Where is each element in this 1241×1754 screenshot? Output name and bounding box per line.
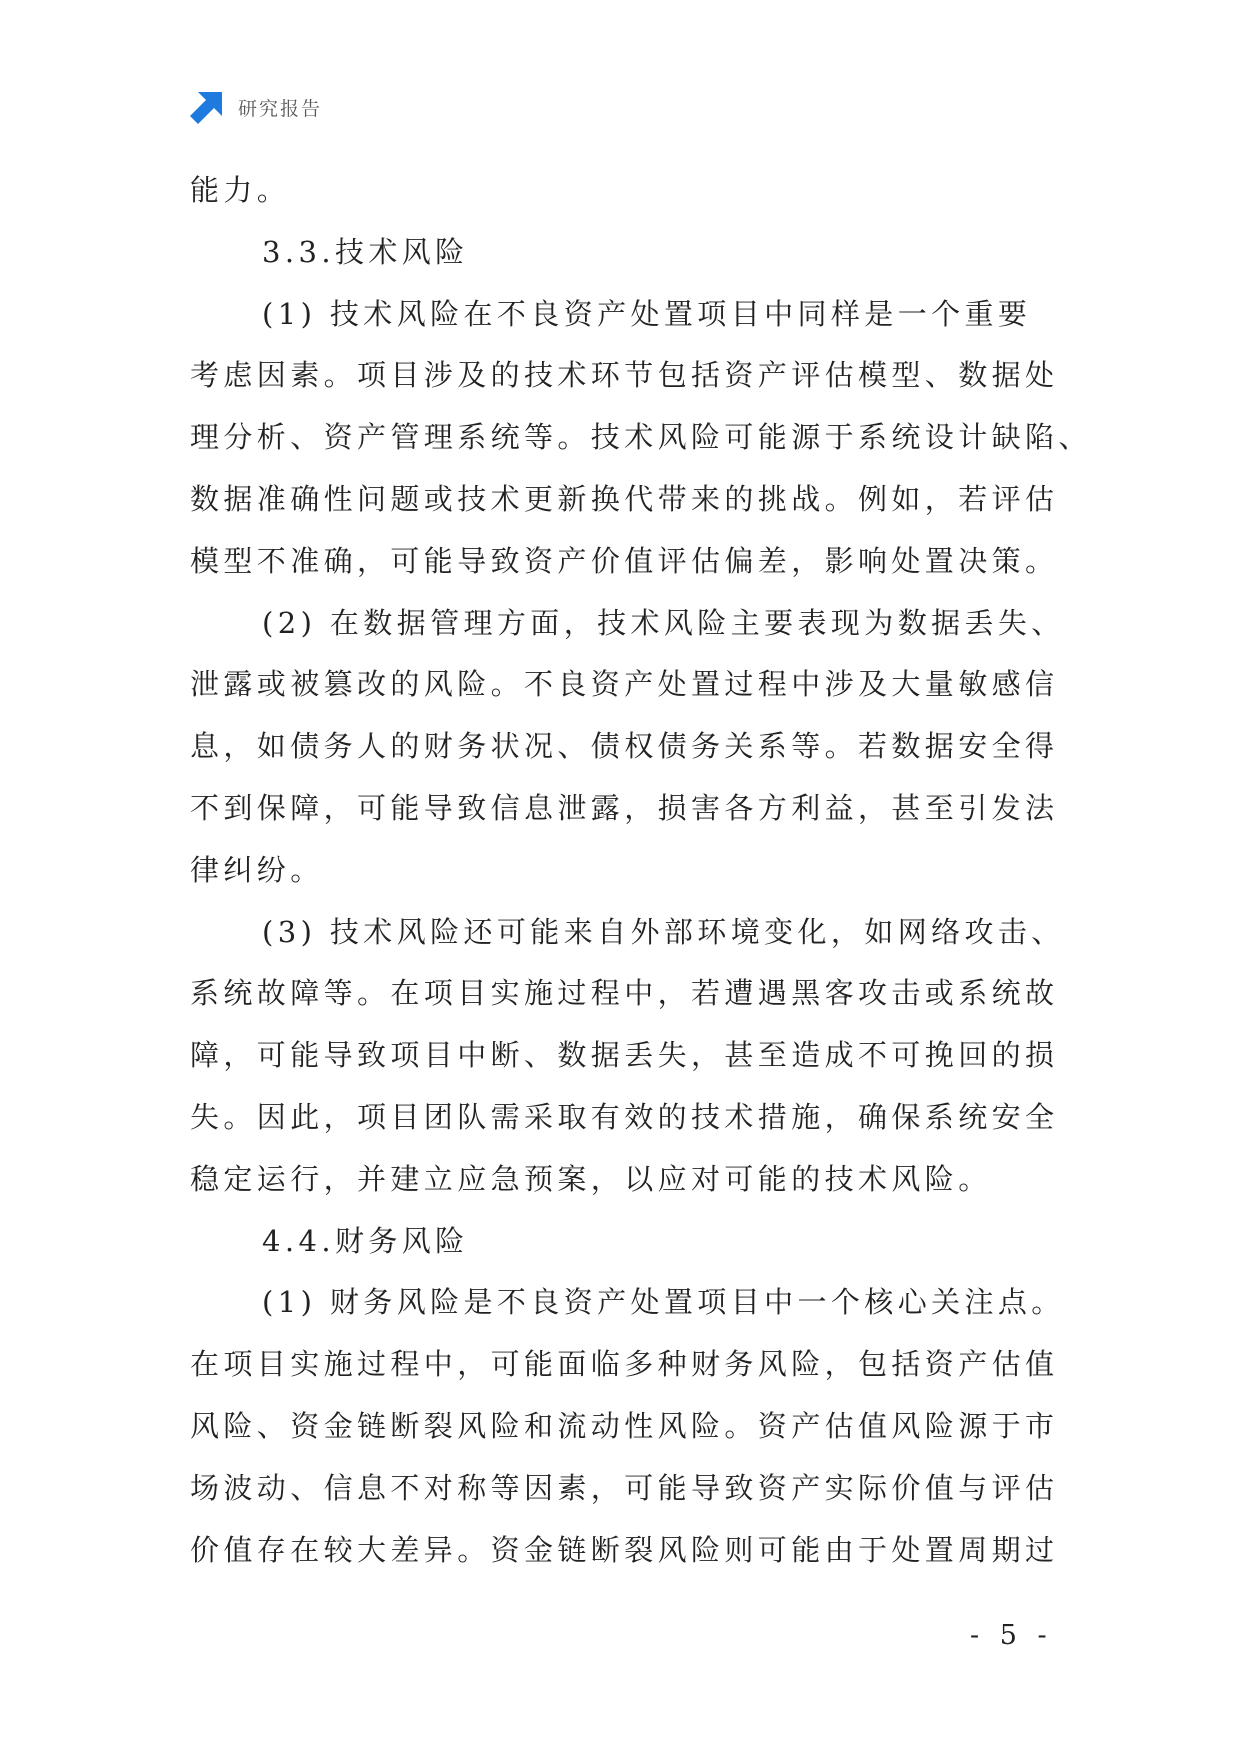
text-line: (1) 财务风险是不良资产处置项目中一个核心关注点。	[262, 1285, 1065, 1320]
section-heading: 4.4.财务风险	[262, 1223, 469, 1258]
arrow-up-right-icon	[190, 90, 224, 124]
text-line: 律纠纷。	[190, 852, 324, 887]
text-line: 考虑因素。项目涉及的技术环节包括资产评估模型、数据处	[190, 358, 1059, 393]
document-body	[190, 160, 1092, 1581]
text-line: (2) 在数据管理方面，技术风险主要表现为数据丢失、	[262, 605, 1065, 640]
text-line: 数据准确性问题或技术更新换代带来的挑战。例如，若评估	[190, 481, 1059, 516]
text-line: 不到保障，可能导致信息泄露，损害各方利益，甚至引发法	[190, 790, 1059, 825]
text-line: 能力。	[190, 173, 291, 207]
text-line: 模型不准确，可能导致资产价值评估偏差，影响处置决策。	[190, 543, 1059, 578]
text-line: 理分析、资产管理系统等。技术风险可能源于系统设计缺陷、	[190, 420, 1092, 455]
page-header	[190, 90, 322, 124]
text-line: 泄露或被篡改的风险。不良资产处置过程中涉及大量敏感信	[190, 667, 1059, 702]
header-title: 研究报告	[238, 97, 323, 120]
text-line: 场波动、信息不对称等因素，可能导致资产实际价值与评估	[190, 1470, 1059, 1505]
text-line: 障，可能导致项目中断、数据丢失，甚至造成不可挽回的损	[190, 1038, 1059, 1073]
text-line: 稳定运行，并建立应急预案，以应对可能的技术风险。	[190, 1161, 992, 1196]
text-line: (3) 技术风险还可能来自外部环境变化，如网络攻击、	[262, 914, 1065, 949]
text-line: 在项目实施过程中，可能面临多种财务风险，包括资产估值	[190, 1347, 1059, 1382]
section-heading: 3.3.技术风险	[262, 234, 469, 269]
text-line: 失。因此，项目团队需采取有效的技术措施，确保系统安全	[190, 1099, 1059, 1134]
page-number: - 5 -	[970, 1620, 1053, 1651]
text-line: (1) 技术风险在不良资产处置项目中同样是一个重要	[262, 296, 1032, 331]
text-line: 系统故障等。在项目实施过程中，若遭遇黑客攻击或系统故	[190, 976, 1059, 1011]
text-line: 息，如债务人的财务状况、债权债务关系等。若数据安全得	[190, 729, 1059, 764]
text-line: 价值存在较大差异。资金链断裂风险则可能由于处置周期过	[190, 1532, 1059, 1567]
text-line: 风险、资金链断裂风险和流动性风险。资产估值风险源于市	[190, 1408, 1059, 1443]
